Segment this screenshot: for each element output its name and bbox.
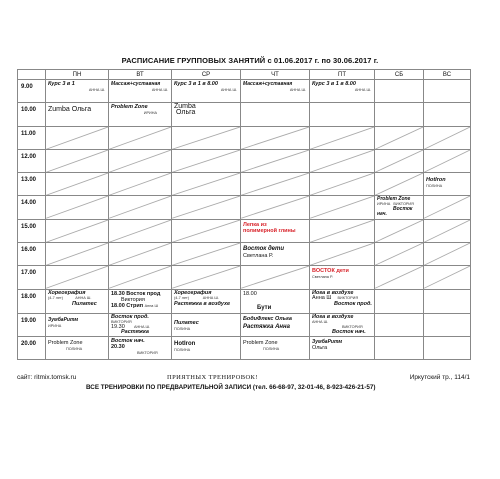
empty-cell xyxy=(310,149,375,172)
empty-slot-line xyxy=(424,127,470,149)
empty-cell xyxy=(109,149,172,172)
instructor-name: АННА Ш. xyxy=(354,88,371,92)
class-cell xyxy=(172,336,241,359)
time-label: 15.00 xyxy=(18,219,46,242)
empty-slot-line xyxy=(424,196,470,218)
class-cell xyxy=(46,336,109,359)
empty-slot-line xyxy=(424,220,470,242)
empty-cell xyxy=(424,196,471,219)
class-title: HotIron xyxy=(174,340,196,347)
empty-slot-line xyxy=(375,266,423,288)
website-text: сайт: ritmix.tomsk.ru xyxy=(17,374,77,381)
empty-slot-line xyxy=(241,196,309,218)
time-row xyxy=(18,219,471,242)
instructor-name: Ольга xyxy=(176,109,196,117)
time-row xyxy=(18,149,471,172)
empty-slot-line xyxy=(375,150,423,172)
class-title: Пилатес xyxy=(72,300,97,307)
class-cell xyxy=(109,336,172,359)
class-title: Problem Zone xyxy=(111,104,148,111)
time-row xyxy=(18,336,471,359)
empty-cell xyxy=(375,149,424,172)
instructor-name: ПОЛИНА xyxy=(66,346,83,351)
empty-slot-line xyxy=(424,150,470,172)
class-cell xyxy=(241,219,310,242)
time-row xyxy=(18,126,471,149)
empty-slot-line xyxy=(310,173,374,195)
empty-slot-line xyxy=(109,266,171,288)
class-cell xyxy=(310,80,375,103)
empty-cell xyxy=(241,196,310,219)
time-label: 10.00 xyxy=(18,103,46,126)
instructor-name: ПОЛИНА xyxy=(426,184,443,189)
empty-cell xyxy=(109,219,172,242)
empty-cell xyxy=(172,243,241,266)
empty-slot-line xyxy=(310,150,374,172)
class-title: Бути xyxy=(257,304,272,311)
empty-slot-line xyxy=(46,196,108,218)
time-row xyxy=(18,80,471,103)
empty-cell xyxy=(46,266,109,289)
empty-slot-line xyxy=(109,150,171,172)
class-cell xyxy=(424,173,471,196)
empty-cell xyxy=(46,126,109,149)
class-title: Курс 3 в 1 в 8.00 xyxy=(312,81,356,87)
class-cell xyxy=(310,266,375,289)
empty-cell xyxy=(172,173,241,196)
class-cell xyxy=(46,103,109,126)
empty-cell xyxy=(310,243,375,266)
instructor-name: Светлана Р. xyxy=(312,275,333,280)
class-cell xyxy=(375,196,424,219)
schedule-table xyxy=(17,69,471,360)
day-header: ПН xyxy=(46,70,109,80)
instructor-name: ИРИНА xyxy=(48,323,62,328)
empty-cell xyxy=(46,243,109,266)
class-title: Массаж+суставная xyxy=(243,81,293,87)
empty-slot-line xyxy=(241,173,309,195)
empty-cell xyxy=(375,266,424,289)
class-cell xyxy=(172,289,241,313)
empty-cell xyxy=(241,126,310,149)
class-title: Восток прод. xyxy=(111,313,149,320)
empty-slot-line xyxy=(172,220,240,242)
schedule-title: РАСПИСАНИЕ ГРУППОВЫХ ЗАНЯТИЙ с 01.06.2017 г. по 30.06.2017 г. xyxy=(121,56,379,65)
empty-slot-line xyxy=(424,266,470,288)
booking-note: ВСЕ ТРЕНИРОВКИ ПО ПРЕДВАРИТЕЛЬНОЙ ЗАПИСИ (тел. 66-68-97, 32-01-46, 8-923-426-21-57) xyxy=(86,384,376,391)
empty-slot-line xyxy=(375,127,423,149)
class-title: Курс 3 в 1 в 8.00 xyxy=(174,81,218,87)
empty-slot-line xyxy=(424,243,470,265)
class-cell xyxy=(424,103,471,126)
class-cell xyxy=(241,243,310,266)
empty-slot-line xyxy=(172,150,240,172)
class-cell xyxy=(241,313,310,336)
instructor-name: ВИКТОРИЯ xyxy=(393,202,414,207)
class-title: ВОСТОК дети xyxy=(312,268,349,275)
class-cell xyxy=(109,103,172,126)
class-title: Zumba Ольга xyxy=(48,106,92,114)
time-row xyxy=(18,173,471,196)
class-time: 19.30 xyxy=(111,323,125,330)
time-label: 12.00 xyxy=(18,149,46,172)
class-title: 18.00 Стрип xyxy=(111,302,144,309)
instructor-name: АННА Ш. xyxy=(88,88,105,92)
instructor-name: АННА Ш. xyxy=(312,319,329,324)
empty-cell xyxy=(375,219,424,242)
empty-cell xyxy=(241,266,310,289)
empty-cell xyxy=(424,243,471,266)
empty-cell xyxy=(109,173,172,196)
empty-slot-line xyxy=(241,266,309,288)
time-row xyxy=(18,266,471,289)
empty-cell xyxy=(46,219,109,242)
empty-cell xyxy=(310,219,375,242)
empty-cell xyxy=(46,173,109,196)
empty-slot-line xyxy=(46,150,108,172)
empty-cell xyxy=(375,173,424,196)
empty-slot-line xyxy=(241,127,309,149)
class-time: 18.00 xyxy=(243,290,257,297)
class-cell xyxy=(109,289,172,313)
instructor-name: Анна Ш xyxy=(144,303,158,308)
class-time: 20.30 xyxy=(111,343,125,350)
class-cell xyxy=(46,313,109,336)
instructor-name: АННА Ш. xyxy=(133,324,151,329)
instructor-name: ПОЛИНА xyxy=(174,326,191,331)
class-title: Растяжка Анна xyxy=(243,323,290,330)
class-cell xyxy=(172,313,241,336)
empty-slot-line xyxy=(310,196,374,218)
day-header: ВТ xyxy=(109,70,172,80)
class-title: Восток нач. xyxy=(111,337,145,344)
class-title: Пилатес xyxy=(174,319,199,326)
class-cell xyxy=(241,80,310,103)
class-cell xyxy=(424,80,471,103)
empty-slot-line xyxy=(375,173,423,195)
address-text: Иркутский тр., 114/1 xyxy=(409,374,470,381)
empty-cell xyxy=(109,126,172,149)
class-title: Восток нач. xyxy=(332,328,366,335)
class-title: 18.30 Восток прод xyxy=(111,290,161,297)
class-cell xyxy=(172,80,241,103)
empty-cell xyxy=(424,313,471,336)
empty-slot-line xyxy=(109,220,171,242)
day-header: ПТ xyxy=(310,70,375,80)
empty-slot-line xyxy=(310,220,374,242)
empty-cell xyxy=(109,196,172,219)
empty-cell xyxy=(424,149,471,172)
class-title: ЗумбаРитм xyxy=(48,316,79,323)
empty-cell xyxy=(109,243,172,266)
class-title: Курс 3 в 1 xyxy=(48,81,75,87)
instructor-name: ВИКТОРИЯ xyxy=(111,319,132,324)
header-row xyxy=(18,70,471,80)
empty-slot-line xyxy=(109,127,171,149)
empty-cell xyxy=(172,219,241,242)
empty-slot-line xyxy=(46,243,108,265)
time-row xyxy=(18,103,471,126)
class-age: (4-7 лет) xyxy=(174,296,190,301)
instructor-name: ПОЛИНА xyxy=(174,347,191,352)
empty-slot-line xyxy=(46,220,108,242)
empty-cell xyxy=(241,149,310,172)
empty-slot-line xyxy=(172,196,240,218)
empty-cell xyxy=(424,336,471,359)
class-cell xyxy=(310,313,375,336)
instructor-name: АННА Ш. xyxy=(75,296,92,301)
class-title: Лепка из полимерной глины xyxy=(243,221,296,235)
time-label: 16.00 xyxy=(18,243,46,266)
empty-cell xyxy=(172,196,241,219)
time-label: 14.00 xyxy=(18,196,46,219)
class-title: ЗумбаРитм xyxy=(312,338,343,345)
day-header: СР xyxy=(172,70,241,80)
day-header: ВС xyxy=(424,70,471,80)
instructor-name: ПОЛИНА xyxy=(263,346,280,351)
instructor-name: ВИКТОРИЯ xyxy=(342,324,363,329)
class-cell xyxy=(310,103,375,126)
class-cell xyxy=(109,80,172,103)
time-row xyxy=(18,313,471,336)
class-title: Массаж+суставная xyxy=(111,81,161,87)
empty-cell xyxy=(375,243,424,266)
day-header: СБ xyxy=(375,70,424,80)
empty-slot-line xyxy=(46,266,108,288)
empty-cell xyxy=(424,266,471,289)
empty-cell xyxy=(46,196,109,219)
class-cell xyxy=(241,103,310,126)
empty-cell xyxy=(424,126,471,149)
class-title: Йога в воздухе xyxy=(312,289,354,296)
empty-slot-line xyxy=(46,127,108,149)
empty-slot-line xyxy=(375,243,423,265)
time-label: 11.00 xyxy=(18,126,46,149)
time-label: 20.00 xyxy=(18,336,46,359)
instructor-name: АННА Ш. xyxy=(151,88,168,92)
empty-cell xyxy=(172,149,241,172)
instructor-name: ИРИНА xyxy=(377,202,391,207)
time-label: 17.00 xyxy=(18,266,46,289)
slogan-text: ПРИЯТНЫХ ТРЕНИРОВОК! xyxy=(167,374,258,381)
class-title: Problem Zone xyxy=(243,339,278,346)
class-age: (4-7 лет) xyxy=(48,296,64,301)
time-row xyxy=(18,196,471,219)
class-title: БодиФлекс Ольга xyxy=(243,315,292,322)
empty-slot-line xyxy=(310,127,374,149)
empty-cell xyxy=(310,173,375,196)
empty-cell xyxy=(424,289,471,313)
class-cell xyxy=(375,103,424,126)
class-title: Zumba xyxy=(174,103,196,111)
class-title: Problem Zone xyxy=(377,196,411,203)
instructor-name: Ольга xyxy=(312,344,328,351)
empty-slot-line xyxy=(172,266,240,288)
instructor-name: Светлана Р. xyxy=(243,253,274,260)
instructor-name: ВИКТОРИЯ xyxy=(137,350,158,355)
empty-cell xyxy=(109,266,172,289)
empty-slot-line xyxy=(109,196,171,218)
empty-cell xyxy=(375,126,424,149)
time-label: 9.00 xyxy=(18,80,46,103)
empty-slot-line xyxy=(241,150,309,172)
instructor-name: АННА Ш. xyxy=(289,88,306,92)
empty-cell xyxy=(375,313,424,336)
corner-cell xyxy=(18,70,46,80)
empty-cell xyxy=(172,266,241,289)
class-cell xyxy=(109,313,172,336)
empty-slot-line xyxy=(109,173,171,195)
empty-cell xyxy=(310,196,375,219)
class-title: Растяжка xyxy=(121,328,149,335)
instructor-name: АННА Ш. xyxy=(220,88,237,92)
empty-cell xyxy=(310,126,375,149)
class-title: Растяжка в воздухе xyxy=(174,300,231,307)
class-cell xyxy=(46,289,109,313)
instructor-name: Анна Ш xyxy=(312,295,332,302)
instructor-name: ИРИНА xyxy=(143,111,157,116)
class-cell xyxy=(310,289,375,313)
empty-cell xyxy=(375,289,424,313)
empty-cell xyxy=(46,149,109,172)
class-cell xyxy=(241,336,310,359)
class-cell xyxy=(46,80,109,103)
class-title: Йога в воздухе xyxy=(312,313,354,320)
time-label: 19.00 xyxy=(18,313,46,336)
empty-slot-line xyxy=(46,173,108,195)
class-cell xyxy=(310,336,375,359)
empty-slot-line xyxy=(172,173,240,195)
empty-cell xyxy=(241,173,310,196)
time-label: 13.00 xyxy=(18,173,46,196)
class-cell xyxy=(172,103,241,126)
class-title: Хореография xyxy=(48,289,86,296)
time-label: 18.00 xyxy=(18,289,46,313)
empty-cell xyxy=(424,219,471,242)
class-title: Хореография xyxy=(174,289,212,296)
empty-slot-line xyxy=(172,243,240,265)
time-row xyxy=(18,243,471,266)
class-title: Восток прод. xyxy=(334,300,372,307)
class-title: Восток нач. xyxy=(377,206,413,218)
class-title: HotIron xyxy=(426,177,446,184)
instructor-name: Виктория xyxy=(121,296,145,303)
empty-cell xyxy=(375,336,424,359)
empty-slot-line xyxy=(310,243,374,265)
instructor-name: АННА Ш. xyxy=(202,296,219,301)
instructor-name: ВИКТОРИЯ xyxy=(337,296,359,301)
empty-slot-line xyxy=(109,243,171,265)
class-cell xyxy=(375,80,424,103)
empty-slot-line xyxy=(375,220,423,242)
class-title: Восток дети xyxy=(243,246,285,253)
class-title: Problem Zone xyxy=(48,339,83,346)
time-row xyxy=(18,289,471,313)
empty-slot-line xyxy=(172,127,240,149)
day-header: ЧТ xyxy=(241,70,310,80)
class-cell xyxy=(241,289,310,313)
empty-cell xyxy=(172,126,241,149)
